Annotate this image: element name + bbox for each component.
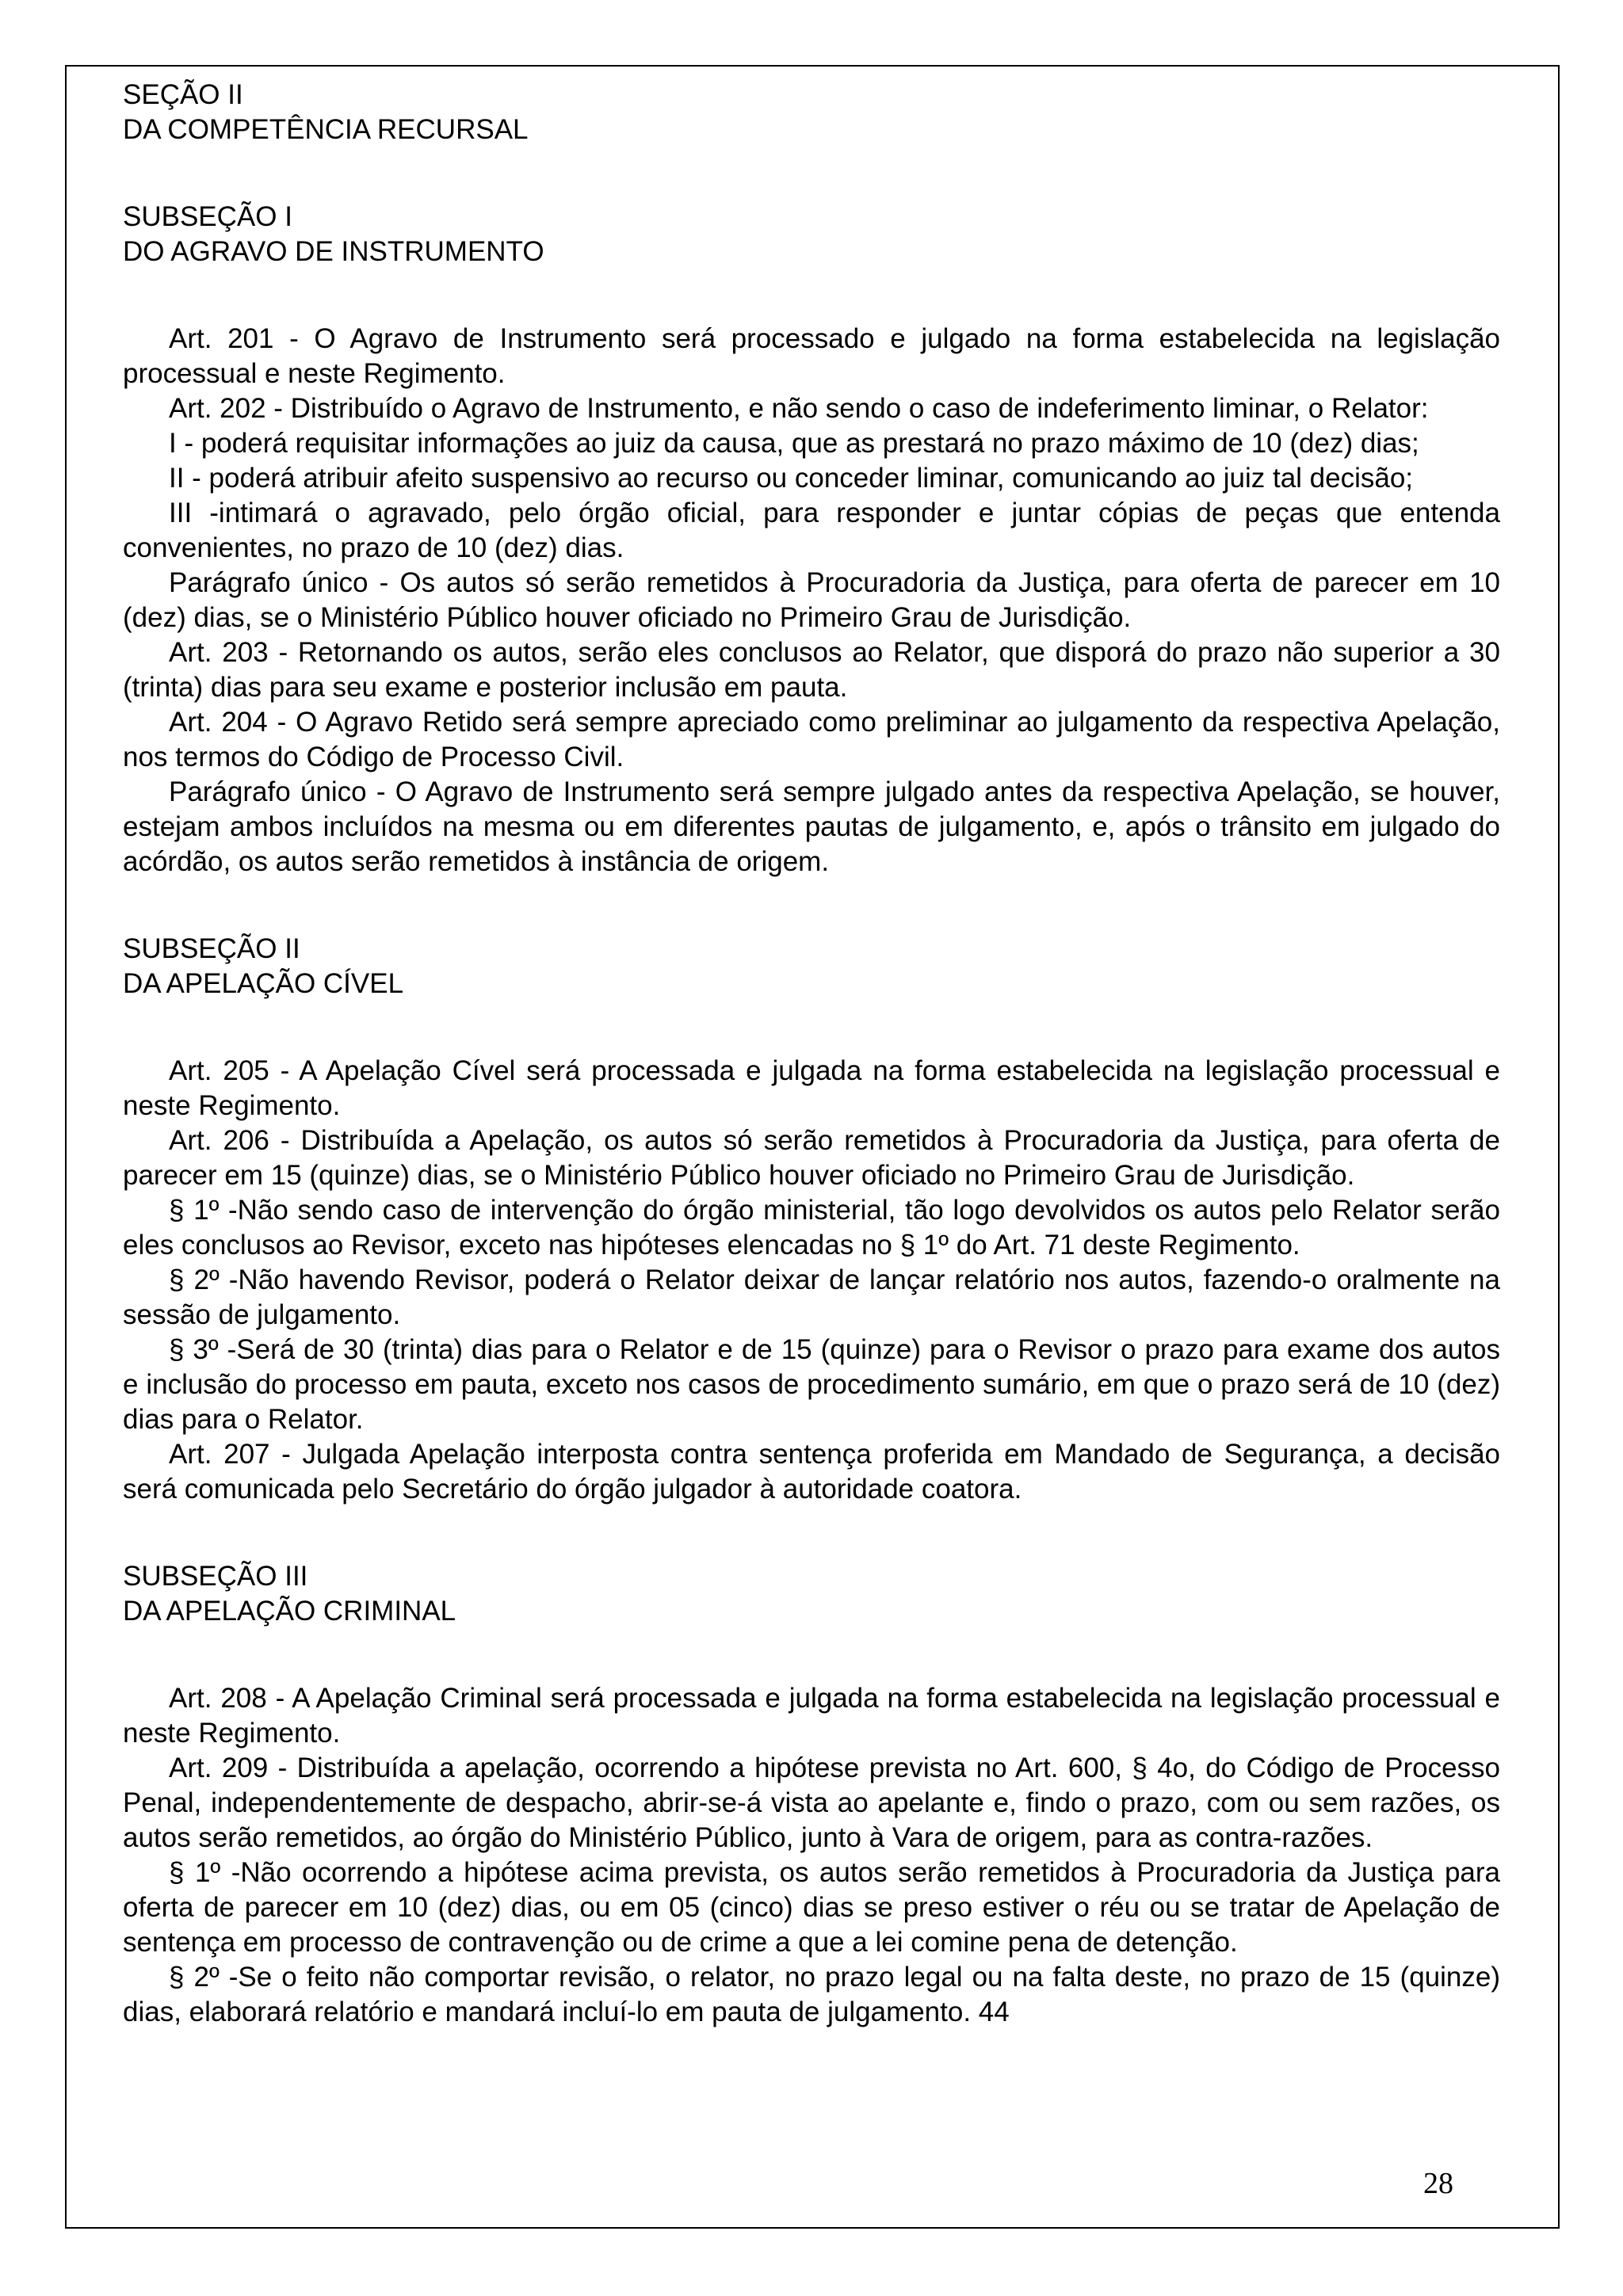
paragraph: III -intimará o agravado, pelo órgão oficial, para responder e juntar cópias de peças que entenda convenientes, no prazo de 10 (dez) dias.	[123, 498, 1500, 563]
paragraph: Art. 204 - O Agravo Retido será sempre apreciado como preliminar ao julgamento da respectiva Apelação, nos termos do Código de Processo Civil.	[123, 707, 1500, 772]
paragraph: Art. 209 - Distribuída a apelação, ocorrendo a hipótese prevista no Art. 600, § 4o, do Código de Processo Penal, independentemente de despacho, abrir-se-á vista ao apelante e, findo o prazo, com ou sem razões, os autos serão remetidos, ao órgão do Ministério Público, junto à Vara de origem, para as contra-razões.	[123, 1753, 1500, 1853]
paragraph: Art. 205 - A Apelação Cível será processada e julgada na forma estabelecida na legislação processual e neste Regimento.	[123, 1055, 1500, 1121]
paragraph: Art. 202 - Distribuído o Agravo de Instrumento, e não sendo o caso de indeferimento liminar, o Relator:	[169, 393, 1429, 424]
paragraph: § 3º -Será de 30 (trinta) dias para o Relator e de 15 (quinze) para o Revisor o prazo para exame dos autos e inclusão do processo em pauta, exceto nos casos de procedimento sumário, em que o prazo será de 10 (dez) dias para o Relator.	[123, 1334, 1500, 1435]
subsection-1	[123, 200, 1500, 879]
section-subtitle: DA COMPETÊNCIA RECURSAL	[123, 114, 529, 145]
paragraph: Art. 208 - A Apelação Criminal será processada e julgada na forma estabelecida na legislação processual e neste Regimento.	[123, 1683, 1500, 1749]
paragraph: Art. 201 - O Agravo de Instrumento será processado e julgado na forma estabelecida na legislação processual e neste Regimento.	[123, 323, 1500, 389]
paragraph: II - poderá atribuir afeito suspensivo ao recurso ou conceder liminar, comunicando ao juiz tal decisão;	[169, 463, 1414, 494]
subsection-subtitle: DO AGRAVO DE INSTRUMENTO	[123, 236, 544, 267]
subsection-title: SUBSEÇÃO II	[123, 933, 300, 964]
paragraph: Art. 203 - Retornando os autos, serão eles conclusos ao Relator, que disporá do prazo não superior a 30 (trinta) dias para seu exame e posterior inclusão em pauta.	[123, 637, 1500, 703]
paragraph: § 1º -Não ocorrendo a hipótese acima prevista, os autos serão remetidos à Procuradoria da Justiça para oferta de parecer em 10 (dez) dias, ou em 05 (cinco) dias se preso estiver o réu ou se tratar de Apelação de sentença em processo de contravenção ou de crime a que a lei comine pena de detenção.	[123, 1857, 1500, 1958]
document-body	[123, 78, 1500, 2030]
paragraph: Art. 207 - Julgada Apelação interposta contra sentença proferida em Mandado de Segurança, a decisão será comunicada pelo Secretário do órgão julgador à autoridade coatora.	[123, 1439, 1500, 1505]
subsection-title: SUBSEÇÃO III	[123, 1561, 308, 1592]
paragraph: I - poderá requisitar informações ao juiz da causa, que as prestará no prazo máximo de 10 (dez) dias;	[169, 428, 1419, 459]
subsection-title: SUBSEÇÃO I	[123, 201, 292, 232]
section-heading	[123, 78, 1500, 147]
paragraph: § 2º -Não havendo Revisor, poderá o Relator deixar de lançar relatório nos autos, fazendo-o oralmente na sessão de julgamento.	[123, 1264, 1500, 1330]
paragraph: Parágrafo único - O Agravo de Instrumento será sempre julgado antes da respectiva Apelação, se houver, estejam ambos incluídos na mesma ou em diferentes pautas de julgamento, e, após o trânsito em julgado do acórdão, os autos serão remetidos à instância de origem.	[123, 776, 1500, 877]
section-title: SEÇÃO II	[123, 79, 243, 110]
page-number: 28	[1423, 2167, 1453, 2200]
paragraph: Parágrafo único - Os autos só serão remetidos à Procuradoria da Justiça, para oferta de parecer em 10 (dez) dias, se o Ministério Público houver oficiado no Primeiro Grau de Jurisdição.	[123, 567, 1500, 633]
subsection-2	[123, 932, 1500, 1507]
paragraph: § 1º -Não sendo caso de intervenção do órgão ministerial, tão logo devolvidos os autos pelo Relator serão eles conclusos ao Revisor, exceto nas hipóteses elencadas no § 1º do Art. 71 deste Regimento.	[123, 1195, 1500, 1261]
subsection-subtitle: DA APELAÇÃO CRIMINAL	[123, 1596, 456, 1627]
paragraph: Art. 206 - Distribuída a Apelação, os autos só serão remetidos à Procuradoria da Justiça, para oferta de parecer em 15 (quinze) dias, se o Ministério Público houver oficiado no Primeiro Grau de Jurisdição.	[123, 1125, 1500, 1191]
paragraph: § 2º -Se o feito não comportar revisão, o relator, no prazo legal ou na falta deste, no prazo de 15 (quinze) dias, elaborará relatório e mandará incluí-lo em pauta de julgamento. 44	[123, 1962, 1500, 2027]
subsection-subtitle: DA APELAÇÃO CÍVEL	[123, 968, 404, 999]
subsection-3	[123, 1559, 1500, 2030]
